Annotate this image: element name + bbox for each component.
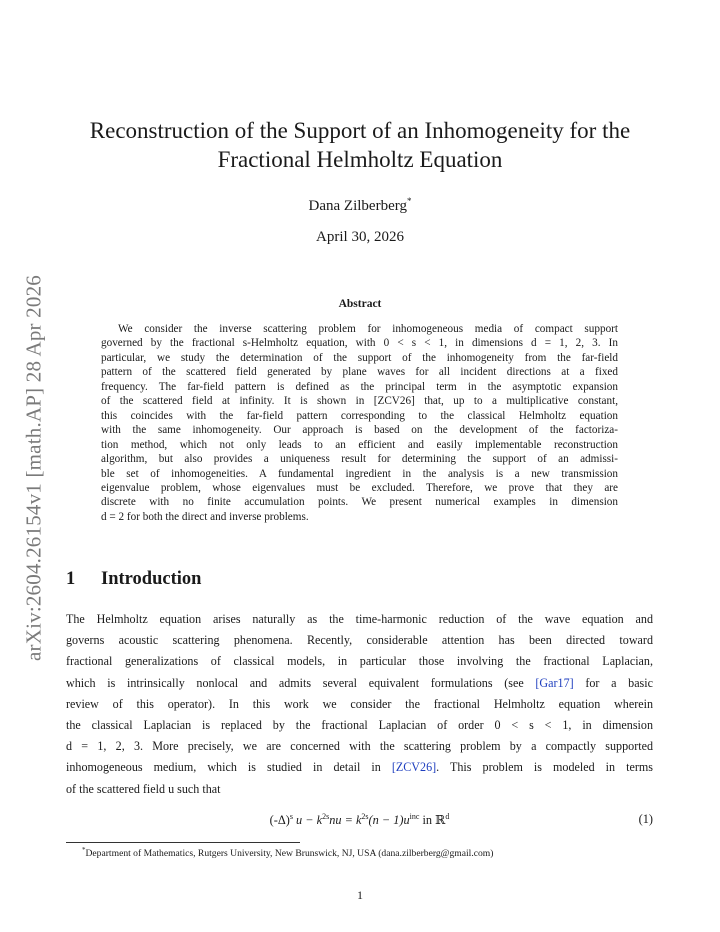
paragraph-line: The Helmholtz equation arises naturally as the time-harmonic reduction of the wave equation and [66, 612, 653, 626]
eq-exponent: s [289, 812, 293, 821]
footnote [82, 846, 682, 859]
author-footnote-mark[interactable]: * [406, 196, 412, 206]
citation-link-zcv26[interactable]: [ZCV26] [391, 760, 437, 775]
eq-exponent: d [445, 812, 450, 821]
paragraph-line: d = 1, 2, 3. More precisely, we are concerned with the scattering problem by a compactly supported [66, 739, 653, 754]
equation-number: (1) [638, 812, 653, 826]
paragraph-line: fractional generalizations of classical models, in particular those involving the fractional Laplacian, [66, 654, 653, 669]
abstract-line: d = 2 for both the direct and inverse problems. [101, 510, 309, 523]
line-text: which is intrinsically nonlocal and admits several equivalent formulations (see [66, 675, 536, 690]
introduction-paragraph [66, 609, 653, 800]
eq-exponent: 2s [322, 812, 330, 821]
eq-exponent: 2s [361, 812, 369, 821]
abstract-line-with-citation: of the scattered field at infinity. It is shown in [ZCV26] that, up to a multiplicative constant, [101, 395, 618, 408]
abstract-line: algorithm, but also provides a uniqueness result for determining the support of an admissi- [101, 453, 618, 466]
abstract-heading: Abstract [338, 298, 382, 310]
paragraph-line: the classical Laplacian is replaced by the fractional Laplacian of order 0 < s < 1, in dimension [66, 718, 653, 733]
paragraph-line [66, 757, 653, 778]
title-line-1: Reconstruction of the Support of an Inhomogeneity for the [89, 118, 631, 143]
section-heading-introduction [66, 569, 201, 590]
eq-domain: in ℝ [419, 813, 446, 827]
line-text: . This problem is modeled in terms [436, 760, 653, 775]
citation-link-gar17[interactable]: [Gar17] [535, 675, 574, 690]
page-number: 1 [357, 888, 363, 902]
paragraph-line: of the scattered field u such that [66, 781, 221, 796]
line-text: inhomogeneous medium, which is studied in detail in [66, 760, 392, 775]
abstract-line: this coincides with the far-field pattern corresponding to the classical Helmholtz equation [101, 409, 618, 422]
abstract-line: We consider the inverse scattering problem for inhomogeneous media of compact support [118, 323, 618, 335]
abstract-line: tion method, which not only leads to an efficient and easily implementable reconstruction [101, 438, 618, 451]
equation-1 [66, 812, 653, 832]
paragraph-line: governs acoustic scattering phenomena. Recently, considerable attention has been directed toward [66, 633, 653, 648]
arxiv-identifier-stamp: arXiv:2604.26154v1 [math.AP] 28 Apr 2026 [21, 275, 46, 661]
paragraph-line: review of this operator). In this work we consider the fractional Helmholtz equation wherein [66, 696, 653, 711]
title-line-2: Fractional Helmholtz Equation [217, 147, 503, 172]
abstract-line: pattern of the scattered field generated by plane waves for all incident directions at a fixed [101, 366, 618, 379]
abstract-body [101, 322, 618, 524]
abstract-line: frequency. The far-field pattern is defined as the principal term in the asymptotic expansion [101, 380, 618, 393]
eq-term: (n − 1)u [368, 813, 410, 827]
abstract-line: ble set of inhomogeneities. A fundamental ingredient in the analysis is a new transmission [101, 467, 618, 480]
abstract-line: discrete with no finite accumulation points. We present numerical examples in dimension [101, 496, 618, 509]
section-number: 1 [66, 569, 76, 589]
equation-expression [66, 812, 653, 828]
paper-title [60, 116, 660, 174]
eq-operator: (-Δ) [269, 813, 290, 827]
eq-term: u − k [292, 813, 323, 827]
eq-term: nu = k [329, 813, 362, 827]
footnote-divider [66, 842, 300, 843]
line-text: for a basic [573, 675, 653, 690]
abstract-line: governed by the fractional s-Helmholtz equation, with 0 < s < 1, in dimensions d = 1, 2, 3. In [101, 337, 618, 350]
author-line [60, 196, 660, 215]
section-title: Introduction [101, 569, 202, 589]
paragraph-line [66, 673, 653, 694]
eq-superscript: inc [409, 812, 420, 821]
abstract-line: eigenvalue problem, whose eigenvalues must be excluded. Therefore, we prove that they are [101, 481, 618, 494]
author-name: Dana Zilberberg [308, 198, 407, 214]
footnote-mark: * [82, 846, 86, 854]
abstract-line: with the same inhomogeneity. Our approach is based on the development of the factoriza- [101, 424, 618, 437]
footnote-text: Department of Mathematics, Rutgers University, New Brunswick, NJ, USA (dana.zilberberg@gmail.com) [85, 848, 494, 859]
abstract-line: particular, we study the determination of the support of the inhomogeneity from the far-field [101, 351, 618, 364]
paper-date: April 30, 2026 [316, 229, 404, 245]
